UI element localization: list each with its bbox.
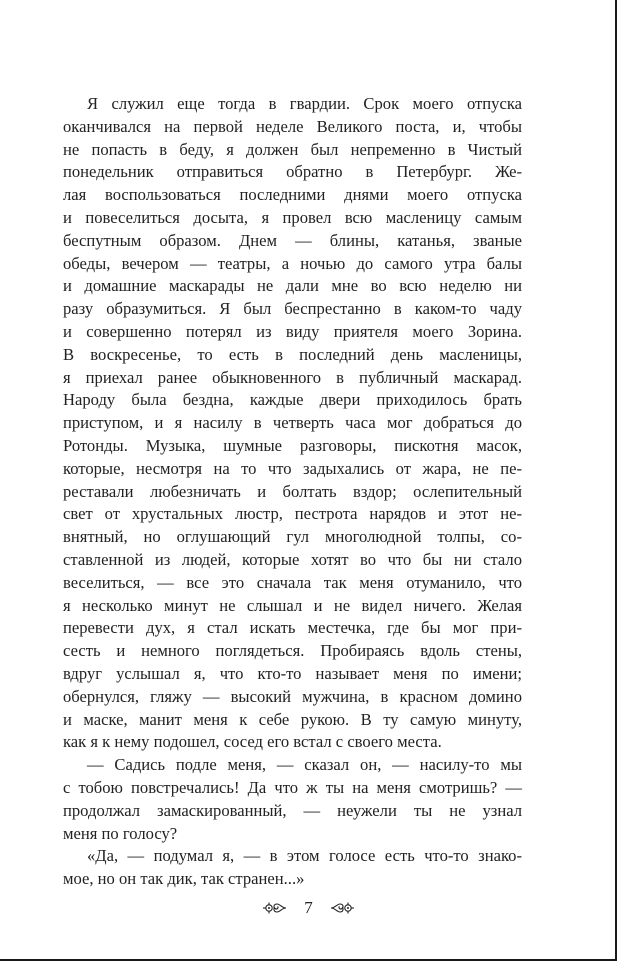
text-line: обернулся, гляжу — высокий мужчина, в красном домино: [63, 686, 522, 706]
text-line: понедельник отправиться обратно в Петербург. Же-: [63, 162, 522, 182]
page-footer: [0, 897, 617, 925]
text-line: и домашние маскарады не дали мне во всю неделю ни: [63, 276, 522, 296]
text-line: меня по голосу?: [63, 823, 178, 843]
text-line: ставленной из людей, которые хотят во что бы ни стало: [63, 549, 522, 569]
text-line: я несколько минут не слышал и не видел ничего. Желая: [63, 595, 522, 615]
text-line: внятный, но оглушающий гул многолюдной толпы, со-: [63, 527, 522, 547]
text-line: перевести дух, я стал искать местечка, где бы мог при-: [63, 618, 522, 638]
text-line: вдруг услышал я, что кто-то называет меня по имени;: [63, 663, 522, 683]
text-line: продолжал замаскированный, — неужели ты не узнал: [63, 800, 522, 820]
text-line: и маске, манит меня к себе рукою. В ту самую минуту,: [63, 709, 522, 729]
text-line: — Садись подле меня, — сказал он, — насилу-то мы: [87, 755, 522, 775]
text-line: с тобою повстречались! Да что ж ты на меня смотришь? —: [63, 777, 522, 797]
page-number: 7: [304, 898, 313, 918]
text-line: беспутным образом. Днем — блины, катанья, званые: [63, 230, 522, 250]
text-line: В воскресенье, то есть в последний день масленицы,: [63, 344, 522, 364]
text-line: Народу была бездна, каждые двери приходилось брать: [63, 390, 522, 410]
text-line: которые, несмотря на то что задыхались от жара, не пе-: [63, 458, 522, 478]
fleuron-right-icon: [329, 899, 355, 917]
text-line: лая воспользоваться последними днями моего отпуска: [63, 185, 522, 205]
text-line: и повеселиться досыта, я провел всю масленицу самым: [63, 207, 522, 227]
text-line: мое, но он так дик, так странен...»: [63, 869, 305, 889]
text-line: разу образумиться. Я был беспрестанно в каком-то чаду: [63, 299, 522, 319]
text-line: не попасть в беду, я должен был непременно в Чистый: [63, 139, 522, 159]
text-line: свет от хрустальных люстр, пестрота нарядов и этот не-: [63, 504, 522, 524]
text-line: оканчивался на первой неделе Великого поста, и, чтобы: [63, 116, 522, 136]
text-line: я приехал ранее обыкновенного в публичный маскарад.: [63, 367, 522, 387]
text-line: как я к нему подошел, сосед его встал с своего места.: [63, 732, 442, 752]
text-line: приступом, и я насилу в четверть часа мог добраться до: [63, 413, 522, 433]
text-line: Я служил еще тогда в гвардии. Срок моего отпуска: [87, 94, 522, 113]
text-line: веселиться, — все это сначала так меня отуманило, что: [63, 572, 522, 592]
body-text: [63, 93, 522, 891]
text-line: «Да, — подумал я, — в этом голосе есть что-то знако-: [87, 846, 522, 866]
text-line: Ротонды. Музыка, шумные разговоры, пискотня масок,: [63, 435, 522, 455]
text-line: обеды, вечером — театры, а ночью до самого утра балы: [63, 253, 522, 273]
text-line: сесть и немного поглядеться. Пробираясь вдоль стены,: [63, 641, 522, 661]
text-line: реставали любезничать и болтать вздор; ослепительный: [63, 481, 522, 501]
text-line: и совершенно потерял из виду приятеля моего Зорина.: [63, 321, 522, 341]
fleuron-left-icon: [262, 899, 288, 917]
